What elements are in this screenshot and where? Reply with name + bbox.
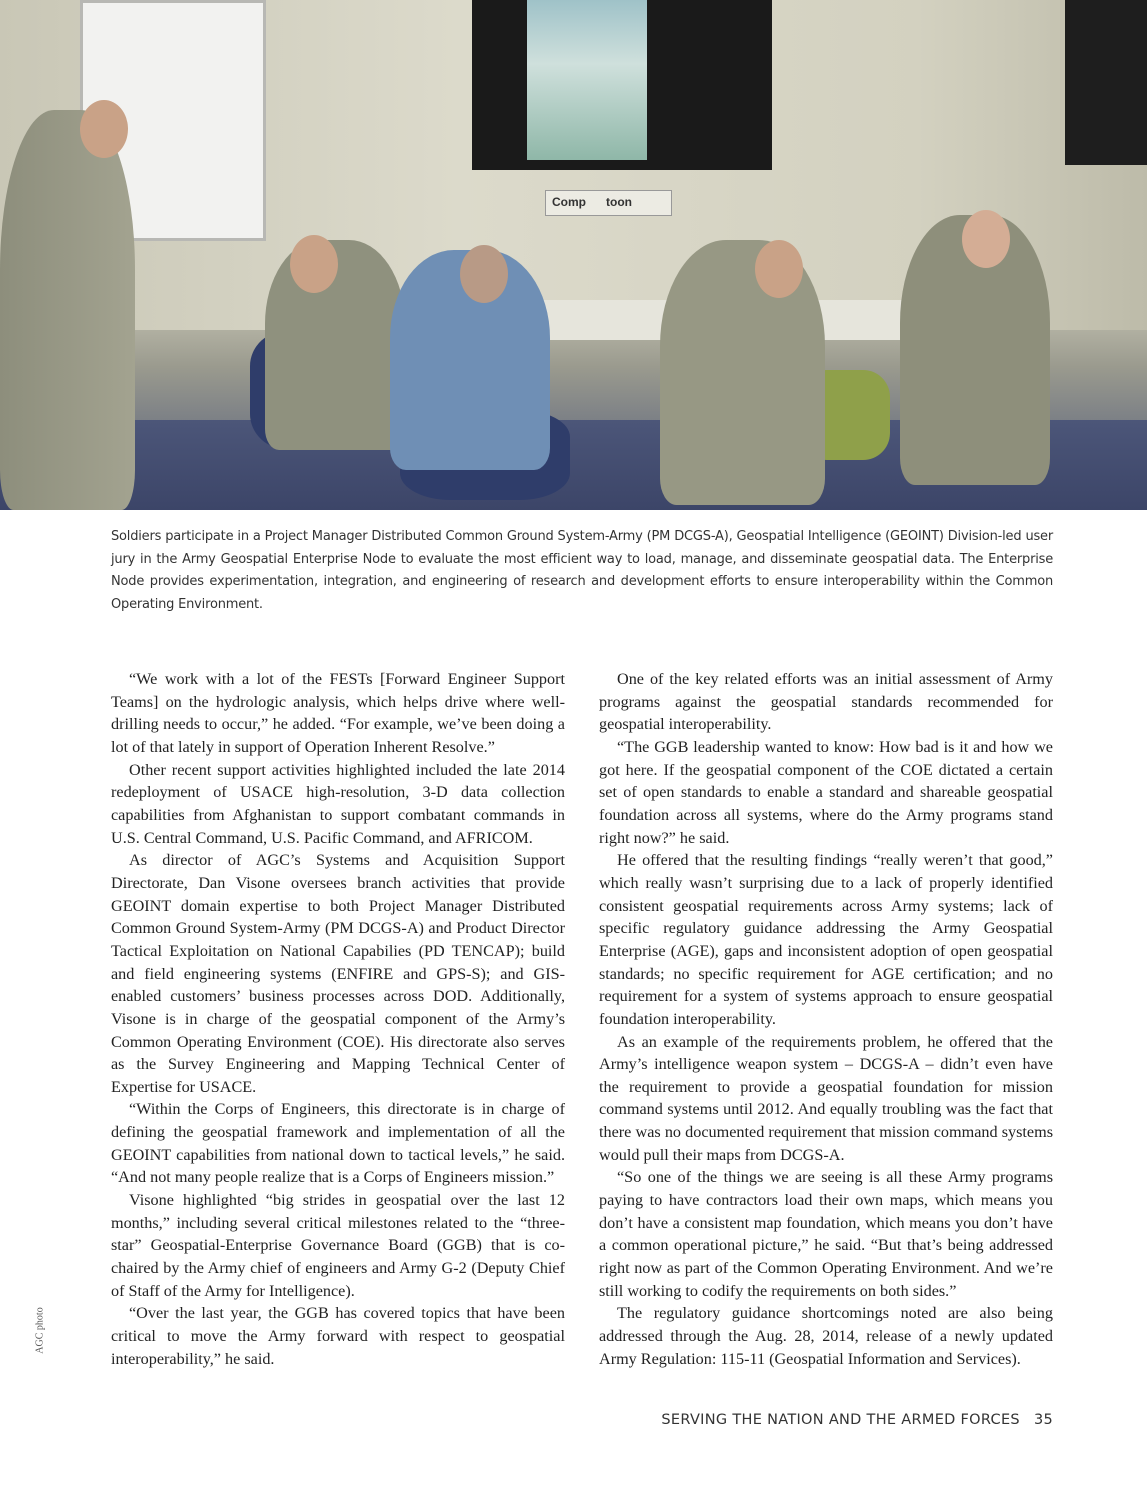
paragraph: As director of AGC’s Systems and Acquisition Support Directorate, Dan Visone oversees branch activities that provide GEOINT domain expertise to both Project Manager Distributed Common Ground System-Army (PM DCGS-A) and Product Director Tactical Exploitation on National Capabilies (PD TENCAP); build and field engineering systems (ENFIRE and GPS-S); and GIS-enabled customers’ business processes across DOD. Additionally, Visone is in charge of the geospatial component of the Army’s Common Operating Environment (COE). His directorate also serves as the Survey Engineering and Mapping Technical Center of Expertise for USACE. — [111, 851, 565, 1096]
paragraph: “We work with a lot of the FESTs [Forward Engineer Support Teams] on the hydrologic analysis, which helps drive where well-drilling needs to occur,” he added. “For example, we’ve been doing a lot of that lately in support of Operation Inherent Resolve.” — [111, 670, 565, 756]
paragraph: “So one of the things we are seeing is all these Army programs paying to have contractors load their own maps, which means you don’t have a consistent map foundation, which means you don’t have a common operational picture,” he said. “But that’s being addressed right now as part of the Common Operating Environment. And we’re still working to codify the requirements on both sides.” — [599, 1168, 1053, 1300]
photo-credit: AGC photo — [34, 1307, 46, 1354]
paragraph: One of the key related efforts was an initial assessment of Army programs against the geospatial standards recommended for geospatial interoperability. — [599, 670, 1053, 734]
photo-head — [80, 100, 128, 158]
paragraph: The regulatory guidance shortcomings noted are also being addressed through the Aug. 28, 2014, release of a newly updated Army Regulation: 115-11 (Geospatial Information and Services). — [599, 1304, 1053, 1368]
photo-sign: Comp toon — [545, 190, 672, 216]
paragraph: “The GGB leadership wanted to know: How bad is it and how we got here. If the geospatial component of the COE dictated a certain set of open standards to enable a standard and shareable geospatial foundation across all systems, where do the Army programs stand right now?” he said. — [599, 737, 1053, 847]
running-title: SERVING THE NATION AND THE ARMED FORCES — [661, 1412, 1020, 1428]
article-photo — [0, 0, 1147, 510]
photo-head — [290, 235, 338, 293]
article-column-left — [111, 668, 565, 1370]
paragraph: As an example of the requirements problem, he offered that the Army’s intelligence weapon system – DCGS-A – didn’t even have the requirement to provide a geospatial foundation for mission command systems until 2012. And equally troubling was the fact that there was no documented requirement that mission command systems would pull their maps from DCGS-A. — [599, 1032, 1053, 1164]
paragraph: Other recent support activities highlighted included the late 2014 redeployment of USACE high-resolution, 3-D data collection capabilities from Afghanistan to support combatant commands in U.S. Central Command, U.S. Pacific Command, and AFRICOM. — [111, 760, 565, 847]
paragraph: “Within the Corps of Engineers, this directorate is in charge of defining the geospatial framework and implementation of all the GEOINT capabilities from national down to tactical levels,” he said. “And not many people realize that is a Corps of Engineers mission.” — [111, 1100, 565, 1187]
photo-display-screen — [472, 0, 772, 170]
article-column-right — [599, 668, 1053, 1370]
photo-soldier — [0, 110, 135, 510]
paragraph: “Over the last year, the GGB has covered topics that have been critical to move the Army forward with respect to geospatial interoperability,” he said. — [111, 1304, 565, 1368]
photo-head — [460, 245, 508, 303]
photo-caption: Soldiers participate in a Project Manager Distributed Common Ground System-Army (PM DCGS-A), Geospatial Intelligence (GEOINT) Division-led user jury in the Army Geospatial Enterprise Node to evaluate the most efficient way to load, manage, and disseminate geospatial data. The Enterprise Node provides experimentation, integration, and engineering of research and development efforts to ensure interoperability within the Common Operating Environment. — [111, 529, 1053, 612]
paragraph: Visone highlighted “big strides in geospatial over the last 12 months,” including several critical milestones related to the “three-star” Geospatial-Enterprise Governance Board (GGB) that is co-chaired by the Army chief of engineers and Army G-2 (Deputy Chief of Staff of the Army for Intelligence). — [111, 1191, 565, 1300]
photo-head — [962, 210, 1010, 268]
page-footer — [661, 1412, 1053, 1428]
page-number: 35 — [1033, 1412, 1053, 1428]
photo-head — [755, 240, 803, 298]
paragraph: He offered that the resulting findings “really weren’t that good,” which really wasn’t surprising due to a lack of properly identified consistent geospatial requirements across Army systems; lack of specific regulatory guidance addressing the Army Geospatial Enterprise (AGE), gaps and inconsistent adoption of open geospatial standards; no specific requirement for AGE certification; and no requirement for a system of systems approach to ensure geospatial foundation interoperability. — [599, 851, 1053, 1028]
photo-display-screen-right — [1065, 0, 1147, 165]
